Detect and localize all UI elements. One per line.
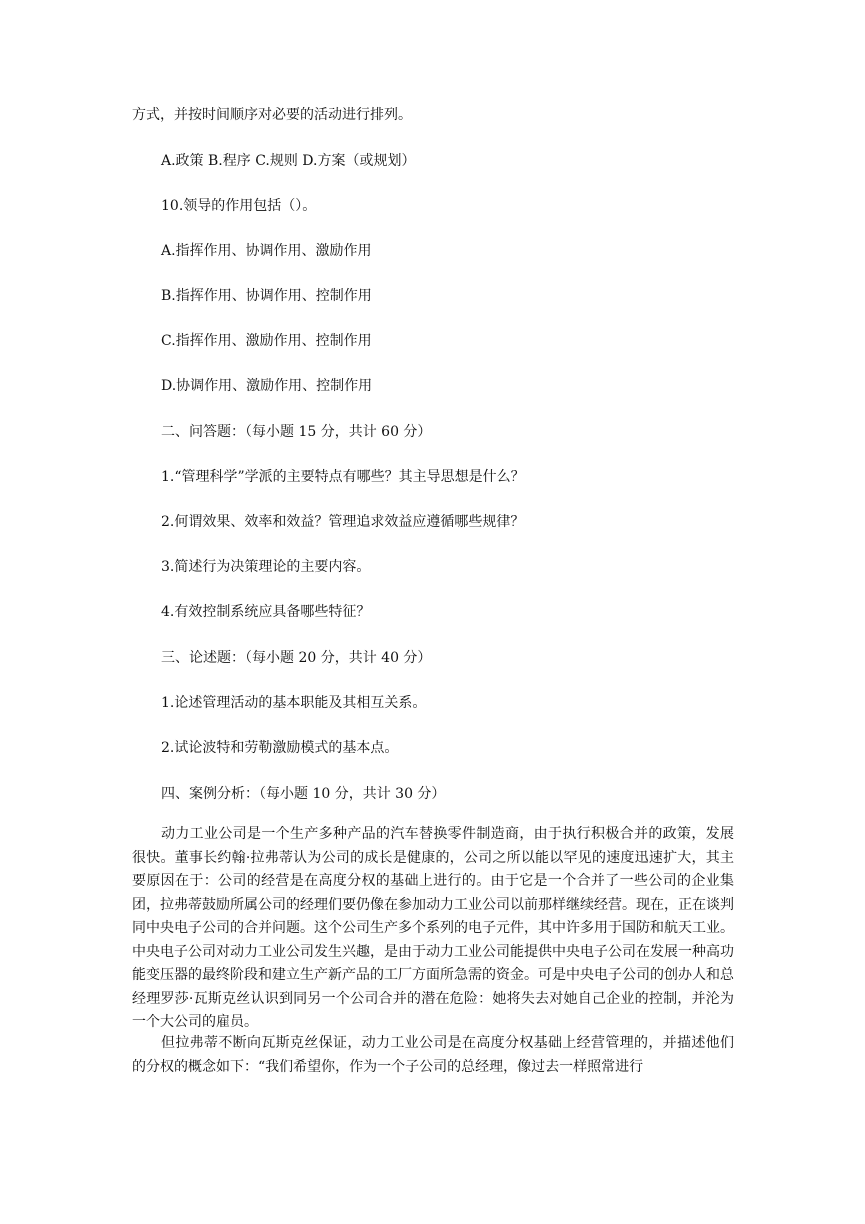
section-heading: 三、论述题：（每小题 20 分，共计 40 分）: [161, 650, 432, 666]
question-line: 3.简述行为决策理论的主要内容。: [161, 559, 371, 575]
option-line: B.指挥作用、协调作用、控制作用: [161, 288, 372, 304]
question-line: 1.“管理科学”学派的主要特点有哪些？其主导思想是什么？: [161, 469, 525, 485]
question-line: 1.论述管理活动的基本职能及其相互关系。: [161, 695, 427, 711]
section-heading: 二、问答题：（每小题 15 分，共计 60 分）: [161, 424, 432, 440]
option-line: A.政策 B.程序 C.规则 D.方案（或规划）: [161, 153, 416, 169]
option-line: C.指挥作用、激励作用、控制作用: [161, 333, 372, 349]
option-line: A.指挥作用、协调作用、激励作用: [161, 243, 372, 259]
question-line: 4.有效控制系统应具备哪些特征？: [161, 604, 371, 620]
section-heading: 四、案例分析：（每小题 10 分，共计 30 分）: [161, 786, 446, 802]
text-line: 方式，并按时间顺序对必要的活动进行排列。: [132, 107, 412, 123]
option-line: D.协调作用、激励作用、控制作用: [161, 378, 373, 394]
question-line: 2.何谓效果、效率和效益？管理追求效益应遵循哪些规律？: [161, 514, 525, 530]
case-paragraph: 动力工业公司是一个生产多种产品的汽车替换零件制造商，由于执行积极合并的政策，发展很快。董事长约翰·拉弗蒂认为公司的成长是健康的，公司之所以能以罕见的速度迅速扩大，其主要原因在于：公司的经营是在高度分权的基础上进行的。由于它是一个合并了一些公司的企业集团，拉弗蒂鼓励所属公司的经理们要仍像在参加动力工业公司以前那样继续经营。现在，正在谈判同中央电子公司的合并问题。这个公司生产多个系列的电子元件，其中许多用于国防和航天工业。中央电子公司对动力工业公司发生兴趣，是由于动力工业公司能提供中央电子公司在发展一种高功能变压器的最终阶段和建立生产新产品的工厂方面所急需的资金。可是中央电子公司的创办人和总经理罗莎·瓦斯克丝认识到同另一个公司合并的潜在危险：她将失去对她自己企业的控制，并沦为一个大公司的雇员。: [132, 826, 734, 1030]
question-line: 10.领导的作用包括（）。: [161, 198, 317, 214]
case-paragraph: 但拉弗蒂不断向瓦斯克丝保证，动力工业公司是在高度分权基础上经营管理的，并描述他们的分权的概念如下：“我们希望你，作为一个子公司的总经理，像过去一样照常进行: [132, 1035, 734, 1075]
question-line: 2.试论波特和劳勒激励模式的基本点。: [161, 740, 399, 756]
